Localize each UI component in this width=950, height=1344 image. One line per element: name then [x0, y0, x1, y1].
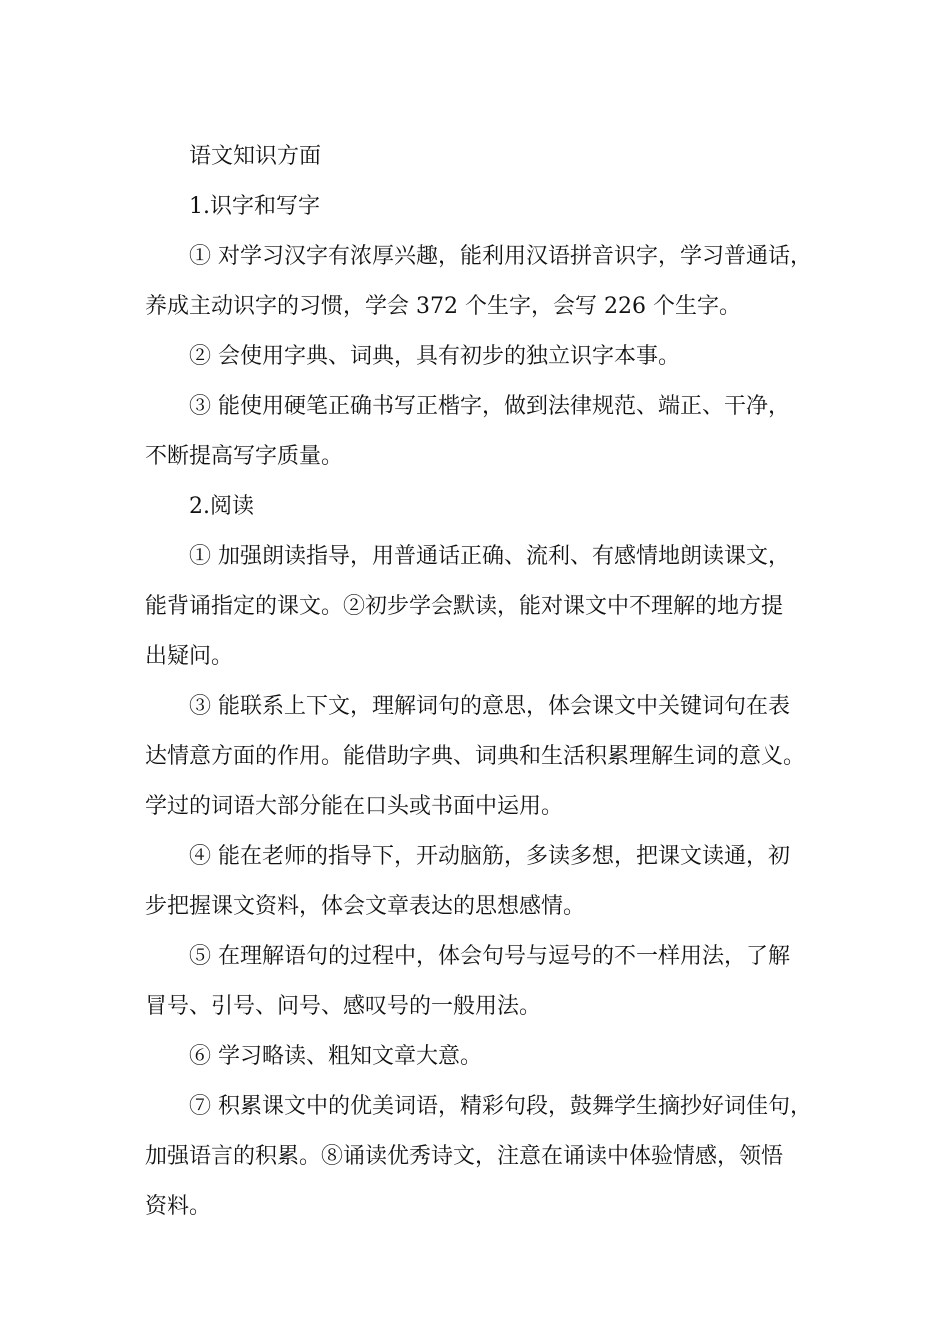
paragraph-line: 冒号、引号、问号、感叹号的一般用法。	[145, 994, 542, 1019]
paragraph-line: 不断提高写字质量。	[145, 444, 344, 469]
paragraph-item-9-continuation	[145, 1132, 825, 1232]
subsection-heading-literacy-text: 1.识字和写字	[189, 194, 320, 219]
paragraph-line: ③ 能使用硬笔正确书写正楷字，做到法律规范、端正、干净，	[189, 394, 790, 419]
paragraph-line: 学过的词语大部分能在口头或书面中运用。	[145, 794, 564, 819]
paragraph-item-6	[145, 832, 825, 882]
subsection-heading-reading	[145, 482, 825, 532]
paragraph-item-6-continuation	[145, 882, 825, 932]
paragraph-item-8	[145, 1032, 825, 1082]
paragraph-line: ④ 能在老师的指导下，开动脑筋，多读多想，把课文读通，初	[189, 844, 790, 869]
paragraph-item-5	[145, 682, 825, 732]
paragraph-item-9	[145, 1082, 825, 1132]
paragraph-line: ⑦ 积累课文中的优美词语，精彩句段，鼓舞学生摘抄好词佳句，	[189, 1094, 812, 1119]
paragraph-line: ① 对学习汉字有浓厚兴趣，能利用汉语拼音识字，学习普通话，	[189, 244, 812, 269]
paragraph-line: ③ 能联系上下文，理解词句的意思，体会课文中关键词句在表	[189, 694, 790, 719]
paragraph-line: 加强语言的积累。⑧诵读优秀诗文，注意在诵读中体验情感，领悟	[145, 1144, 784, 1169]
paragraph-item-3	[145, 382, 825, 432]
paragraph-item-7	[145, 932, 825, 982]
paragraph-item-1-continuation	[145, 282, 825, 332]
section-heading	[145, 132, 825, 182]
paragraph-item-2	[145, 332, 825, 382]
paragraph-line: ⑤ 在理解语句的过程中，体会句号与逗号的不一样用法，了解	[189, 944, 790, 969]
subsection-heading-literacy	[145, 182, 825, 232]
paragraph-item-3-continuation	[145, 432, 825, 482]
paragraph-item-5-continuation	[145, 732, 825, 832]
paragraph-line: 养成主动识字的习惯，学会 372 个生字，会写 226 个生字。	[145, 294, 741, 319]
paragraph-line: ⑥ 学习略读、粗知文章大意。	[189, 1044, 482, 1069]
paragraph-item-4-continuation	[145, 582, 825, 682]
paragraph-line: ② 会使用字典、词典，具有初步的独立识字本事。	[189, 344, 680, 369]
document-body	[145, 132, 825, 1232]
paragraph-line: ① 加强朗读指导，用普通话正确、流利、有感情地朗读课文，	[189, 544, 790, 569]
section-heading-text: 语文知识方面	[189, 144, 322, 169]
paragraph-item-1	[145, 232, 825, 282]
paragraph-item-4	[145, 532, 825, 582]
paragraph-line: 资料。	[145, 1194, 212, 1219]
paragraph-line: 步把握课文资料，体会文章表达的思想感情。	[145, 894, 586, 919]
subsection-heading-reading-text: 2.阅读	[189, 494, 254, 519]
paragraph-line: 出疑问。	[145, 644, 234, 669]
paragraph-item-7-continuation	[145, 982, 825, 1032]
paragraph-line: 能背诵指定的课文。②初步学会默读，能对课文中不理解的地方提	[145, 594, 784, 619]
paragraph-line: 达情意方面的作用。能借助字典、词典和生活积累理解生词的意义。	[145, 744, 806, 769]
